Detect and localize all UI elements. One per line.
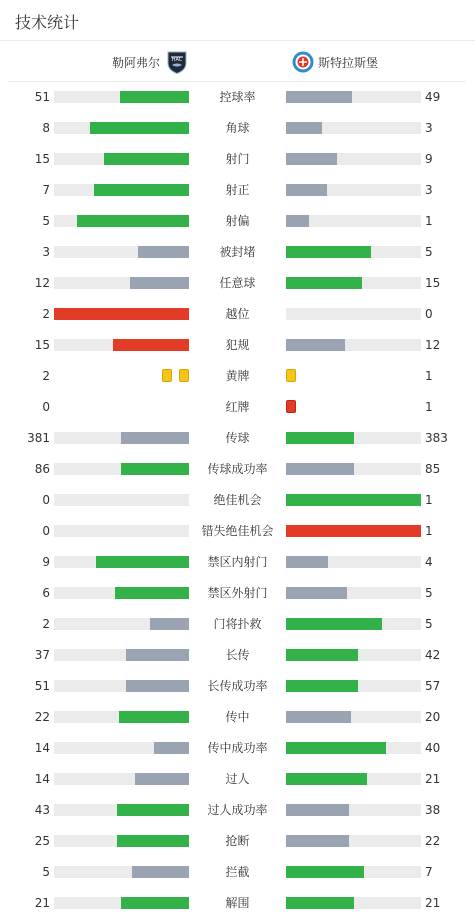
away-stat-bar (286, 308, 421, 320)
stat-row (0, 391, 475, 422)
away-stat-bar-fill (286, 804, 349, 816)
home-stat-bar-fill (150, 618, 189, 630)
stat-row (0, 887, 475, 918)
home-stat-value: 12 (34, 276, 50, 290)
home-stat-bar-fill (90, 122, 189, 134)
stat-label: 长传成功率 (207, 679, 268, 693)
yellow-card-icon (286, 369, 296, 382)
away-stat-value: 3 (425, 121, 433, 135)
home-stat-bar-fill (104, 153, 189, 165)
away-stat-value: 85 (425, 462, 441, 476)
home-stat-bar (54, 277, 189, 289)
stat-label: 绝佳机会 (213, 493, 262, 507)
away-stat-value: 9 (425, 152, 433, 166)
home-stat-bar-fill (121, 463, 189, 475)
stat-label: 射偏 (225, 214, 250, 228)
home-stat-bar-fill (130, 277, 189, 289)
away-stat-value: 49 (425, 90, 441, 104)
home-stat-value: 3 (42, 245, 50, 259)
stat-label: 任意球 (219, 276, 256, 290)
away-stat-bar (286, 897, 421, 909)
away-stat-value: 12 (425, 338, 441, 352)
away-team[interactable] (292, 50, 378, 74)
home-team-name: 勒阿弗尔 (111, 55, 160, 70)
home-stat-bar-fill (138, 246, 189, 258)
home-stat-bar-fill (115, 587, 189, 599)
away-stat-bar-fill (286, 246, 371, 258)
away-stat-value: 21 (425, 772, 441, 786)
home-stat-bar-fill (126, 680, 189, 692)
away-stat-bar (286, 618, 421, 630)
home-stat-bar (54, 91, 189, 103)
stat-label: 门将扑救 (213, 617, 262, 631)
stat-row (0, 360, 475, 391)
away-team-name: 斯特拉斯堡 (318, 55, 379, 70)
away-stat-bar-fill (286, 711, 351, 723)
stat-label: 被封堵 (219, 245, 256, 259)
away-stat-bar (286, 804, 421, 816)
away-stat-value: 0 (425, 307, 433, 321)
stat-row (0, 174, 475, 205)
away-stat-bar-fill (286, 153, 337, 165)
away-stat-bar (286, 153, 421, 165)
stat-label: 传球成功率 (207, 462, 268, 476)
stat-row (0, 329, 475, 360)
stat-label: 长传 (225, 648, 250, 662)
away-stat-bar-fill (286, 556, 328, 568)
stat-row (0, 763, 475, 794)
away-stat-bar-fill (286, 773, 367, 785)
home-stat-bar-fill (77, 215, 189, 227)
yellow-card-icon (179, 369, 189, 382)
away-stat-value: 5 (425, 586, 433, 600)
home-stat-bar (54, 184, 189, 196)
away-stat-bar-fill (286, 184, 327, 196)
home-stat-bar (54, 773, 189, 785)
home-stat-bar (54, 525, 189, 537)
home-stat-bar (54, 835, 189, 847)
home-stat-bar (54, 556, 189, 568)
stat-label: 拦截 (225, 865, 250, 879)
home-stat-value: 43 (34, 803, 50, 817)
home-stat-bar (54, 711, 189, 723)
home-stat-value: 14 (34, 772, 50, 786)
away-stat-value: 5 (425, 245, 433, 259)
away-stat-bar-fill (286, 618, 382, 630)
away-stat-bar-fill (286, 587, 347, 599)
away-stat-bar-fill (286, 680, 358, 692)
home-stat-bar (54, 618, 189, 630)
home-stat-value: 0 (42, 400, 50, 414)
home-stat-value: 21 (34, 896, 50, 910)
away-stat-value: 1 (425, 400, 433, 414)
away-stat-value: 40 (425, 741, 441, 755)
home-stat-bar-fill (132, 866, 189, 878)
home-stat-bar-fill (117, 804, 189, 816)
home-stat-bar-fill (126, 649, 189, 661)
away-stat-bar (286, 122, 421, 134)
stat-row (0, 112, 475, 143)
home-stat-bar (54, 649, 189, 661)
stat-label: 黄牌 (225, 369, 250, 383)
home-stat-value: 381 (27, 431, 50, 445)
stat-label: 犯规 (225, 338, 250, 352)
away-stat-bar-fill (286, 339, 345, 351)
away-stat-bar-fill (286, 122, 322, 134)
home-stat-value: 0 (42, 493, 50, 507)
home-stat-bar (54, 742, 189, 754)
away-stat-bar (286, 742, 421, 754)
away-stat-bar (286, 184, 421, 196)
stat-label: 越位 (225, 307, 250, 321)
home-stat-value: 51 (34, 679, 50, 693)
home-stat-value: 86 (34, 462, 50, 476)
home-stat-value: 8 (42, 121, 50, 135)
stat-label: 红牌 (225, 400, 250, 414)
home-stat-value: 51 (34, 90, 50, 104)
teams-header (8, 41, 466, 82)
stat-row (0, 515, 475, 546)
away-cards (286, 400, 296, 414)
away-stat-bar (286, 277, 421, 289)
stat-row (0, 484, 475, 515)
away-stat-value: 20 (425, 710, 441, 724)
home-stat-value: 14 (34, 741, 50, 755)
home-stat-bar (54, 215, 189, 227)
home-stat-bar-fill (94, 184, 189, 196)
stat-row (0, 825, 475, 856)
stat-row (0, 577, 475, 608)
stat-row (0, 422, 475, 453)
stat-row (0, 267, 475, 298)
away-stat-bar-fill (286, 91, 352, 103)
home-stat-value: 5 (42, 865, 50, 879)
home-stat-bar-fill (135, 773, 189, 785)
home-team[interactable] (112, 50, 188, 74)
away-stat-value: 7 (425, 865, 433, 879)
away-stat-bar (286, 91, 421, 103)
away-stat-bar (286, 866, 421, 878)
home-stat-bar (54, 153, 189, 165)
home-stat-bar (54, 494, 189, 506)
away-cards (286, 369, 296, 383)
away-stat-value: 383 (425, 431, 448, 445)
home-stat-bar (54, 804, 189, 816)
home-stat-bar-fill (121, 432, 189, 444)
strasbourg-round-icon (292, 50, 314, 74)
away-stat-value: 3 (425, 183, 433, 197)
away-stat-bar (286, 339, 421, 351)
stat-label: 禁区内射门 (207, 555, 268, 569)
away-stat-bar (286, 432, 421, 444)
away-stat-value: 42 (425, 648, 441, 662)
away-stat-bar (286, 463, 421, 475)
stat-label: 角球 (225, 121, 250, 135)
home-stat-value: 2 (42, 369, 50, 383)
away-stat-bar-fill (286, 835, 349, 847)
away-stat-bar-fill (286, 897, 354, 909)
home-stat-bar-fill (120, 91, 189, 103)
home-stat-bar (54, 897, 189, 909)
stat-row (0, 546, 475, 577)
stat-label: 射正 (225, 183, 250, 197)
stat-row (0, 639, 475, 670)
home-stat-bar-fill (113, 339, 189, 351)
away-stat-bar-fill (286, 866, 364, 878)
home-stat-bar-fill (117, 835, 189, 847)
stat-label: 过人成功率 (207, 803, 268, 817)
away-stat-value: 1 (425, 369, 433, 383)
home-stat-value: 5 (42, 214, 50, 228)
away-stat-value: 22 (425, 834, 441, 848)
home-stat-bar-fill (121, 897, 189, 909)
home-stat-bar-fill (154, 742, 189, 754)
stat-row (0, 701, 475, 732)
away-stat-bar-fill (286, 463, 354, 475)
stat-label: 传中成功率 (207, 741, 268, 755)
home-stat-bar (54, 463, 189, 475)
stat-row (0, 794, 475, 825)
away-stat-value: 38 (425, 803, 441, 817)
away-stat-bar (286, 711, 421, 723)
away-stat-value: 1 (425, 524, 433, 538)
red-card-icon (286, 400, 296, 413)
stat-row (0, 298, 475, 329)
home-stat-value: 15 (34, 152, 50, 166)
stat-row (0, 732, 475, 763)
stat-row (0, 205, 475, 236)
stat-row (0, 143, 475, 174)
away-stat-bar (286, 215, 421, 227)
away-stat-bar (286, 525, 421, 537)
stat-label: 传球 (225, 431, 250, 445)
away-stat-bar (286, 680, 421, 692)
home-stat-bar-fill (54, 308, 189, 320)
stat-label: 射门 (225, 152, 250, 166)
away-stat-bar-fill (286, 494, 421, 506)
page-title: 技术统计 (15, 13, 80, 32)
stat-row (0, 81, 475, 112)
home-stat-bar-fill (119, 711, 189, 723)
stat-row (0, 453, 475, 484)
away-stat-bar (286, 587, 421, 599)
home-stat-bar (54, 246, 189, 258)
svg-text:HAC: HAC (171, 57, 183, 63)
home-stat-value: 15 (34, 338, 50, 352)
stat-row (0, 856, 475, 887)
away-stat-bar (286, 246, 421, 258)
home-stat-value: 2 (42, 307, 50, 321)
home-cards (162, 369, 189, 383)
stat-label: 错失绝佳机会 (201, 524, 274, 538)
stat-row (0, 670, 475, 701)
home-stat-bar-fill (96, 556, 189, 568)
away-stat-value: 21 (425, 896, 441, 910)
home-stat-value: 6 (42, 586, 50, 600)
stat-label: 禁区外射门 (207, 586, 268, 600)
away-stat-value: 15 (425, 276, 441, 290)
home-stat-bar (54, 432, 189, 444)
away-stat-bar-fill (286, 432, 354, 444)
away-stat-bar (286, 494, 421, 506)
home-stat-value: 7 (42, 183, 50, 197)
away-stat-value: 1 (425, 214, 433, 228)
stat-label: 传中 (225, 710, 250, 724)
home-stat-bar (54, 308, 189, 320)
home-stat-bar (54, 866, 189, 878)
home-stat-value: 22 (34, 710, 50, 724)
stat-row (0, 608, 475, 639)
home-stat-bar (54, 339, 189, 351)
stat-label: 抢断 (225, 834, 250, 848)
stat-label: 控球率 (219, 90, 256, 104)
home-stat-value: 9 (42, 555, 50, 569)
away-stat-bar-fill (286, 525, 421, 537)
away-stat-value: 5 (425, 617, 433, 631)
away-stat-bar-fill (286, 742, 386, 754)
away-stat-bar-fill (286, 649, 358, 661)
yellow-card-icon (162, 369, 172, 382)
away-stat-value: 1 (425, 493, 433, 507)
home-stat-value: 25 (34, 834, 50, 848)
stat-label: 解围 (225, 896, 250, 910)
away-stat-value: 57 (425, 679, 441, 693)
hac-shield-icon (166, 50, 188, 74)
away-stat-bar (286, 556, 421, 568)
home-stat-bar (54, 680, 189, 692)
away-stat-bar-fill (286, 215, 309, 227)
home-stat-value: 2 (42, 617, 50, 631)
away-stat-value: 4 (425, 555, 433, 569)
home-stat-bar (54, 587, 189, 599)
away-stat-bar (286, 649, 421, 661)
home-stat-bar (54, 122, 189, 134)
section-header (0, 0, 475, 41)
home-stat-value: 37 (34, 648, 50, 662)
home-stat-value: 0 (42, 524, 50, 538)
away-stat-bar (286, 835, 421, 847)
stat-row (0, 236, 475, 267)
stat-label: 过人 (225, 772, 250, 786)
away-stat-bar-fill (286, 277, 362, 289)
away-stat-bar (286, 773, 421, 785)
